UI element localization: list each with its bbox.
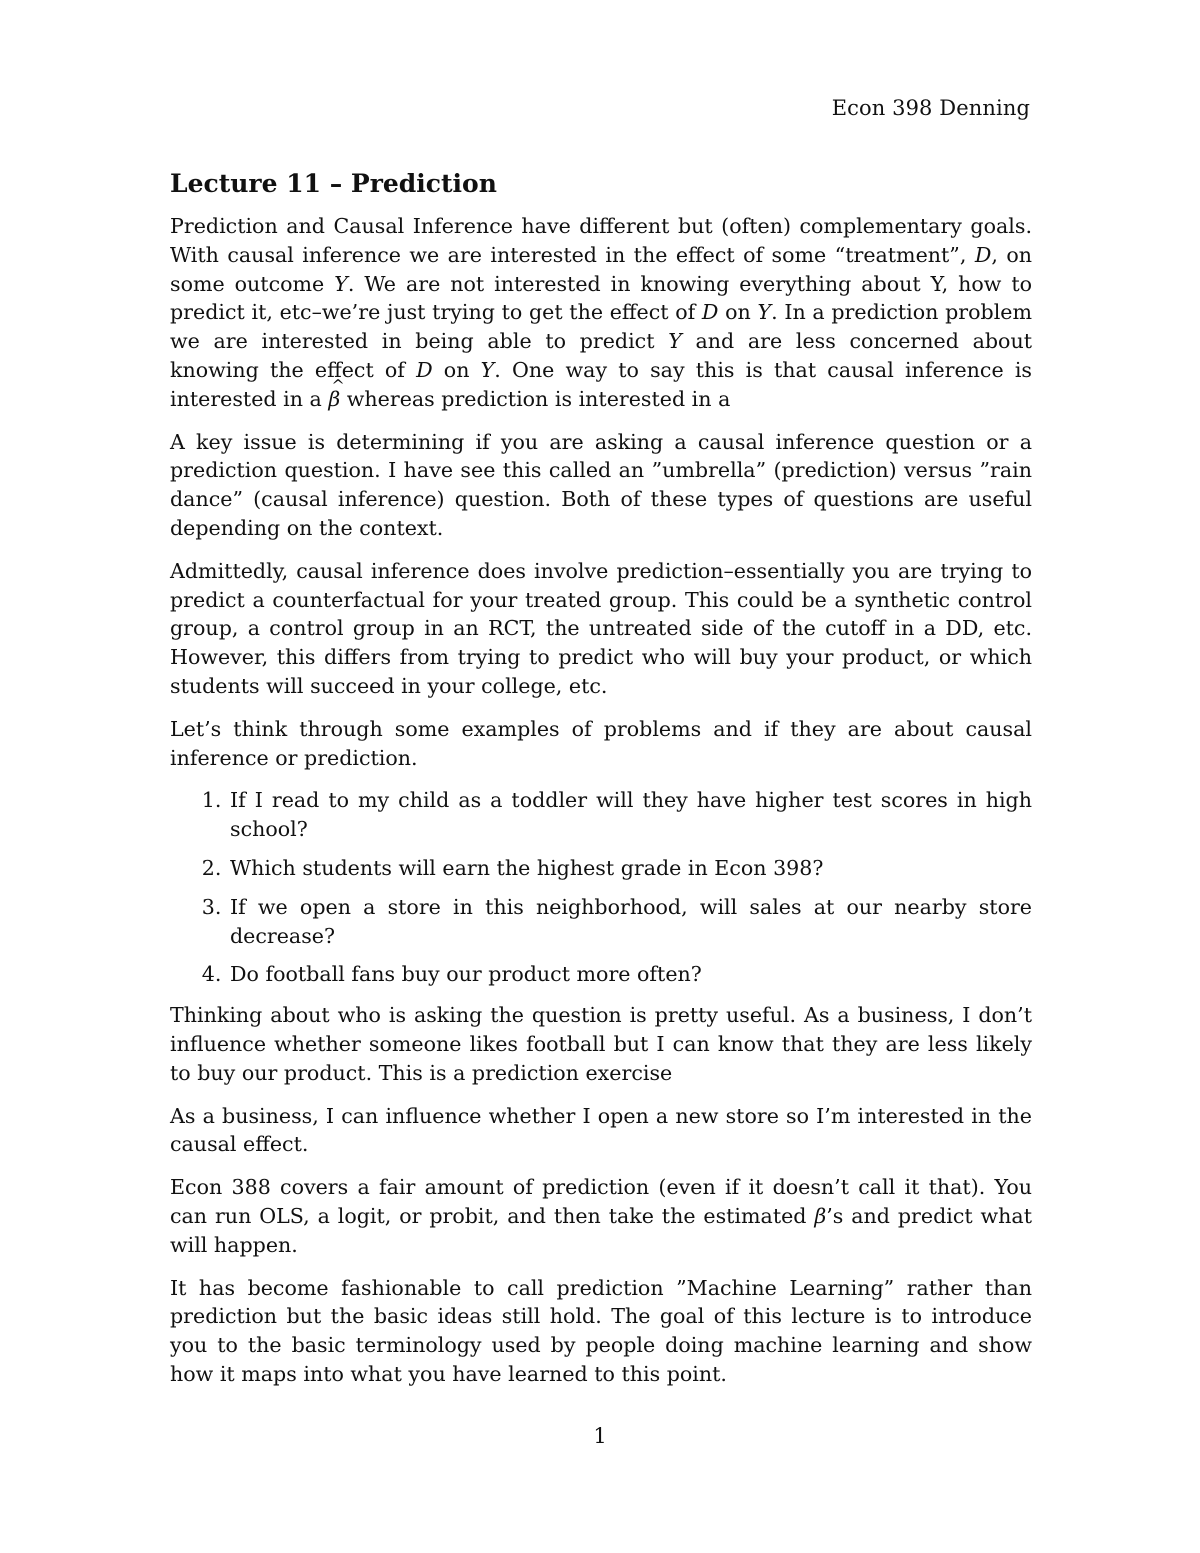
paragraph-machine-learning: It has become fashionable to call prediction ”Machine Learning” rather than prediction but the basic ideas still hold. The goal of this lecture is to introduce you to the basic terminology used by people doing machine learning and show how it maps into what you have learned to this point. [170,1275,1032,1386]
paragraph-admittedly: Admittedly, causal inference does involve prediction–essentially you are trying to predict a counterfactual for your treated group. This could be a synthetic control group, a control group in an RCT, the untreated side of the cutoff in a DD, etc. However, this differs from trying to predict who will buy your product, or which students will succeed in your college, etc. [170,558,1032,698]
list-item: 4. Do football fans buy our product more often? [228,960,1032,989]
beta-hat-symbol: ^ β [328,385,340,414]
examples-list [170,786,1032,989]
list-item: 3. If we open a store in this neighborhood, will sales at our nearby store decrease? [228,893,1032,951]
beta-symbol: β [814,1203,827,1228]
paragraph-econ388: Econ 388 covers a fair amount of prediction (even if it doesn’t call it that). You can run OLS, a logit, or probit, and then take the estimated β’s and predict what will happen. [170,1175,1032,1257]
lecture-title: Lecture 11 – Prediction [170,169,497,198]
list-item: 1. If I read to my child as a toddler will they have higher test scores in high school? [228,786,1032,844]
running-header: Econ 398 Denning [831,96,1030,120]
page-number: 1 [593,1424,607,1448]
list-item: 2. Which students will earn the highest grade in Econ 398? [228,854,1032,883]
page-body [170,166,1032,1403]
paragraph-examples-intro: Let’s think through some examples of problems and if they are about causal inference or prediction. [170,716,1032,770]
paragraph-key-issue: A key issue is determining if you are asking a causal inference question or a prediction question. I have see this called an ”umbrella” (prediction) versus ”rain dance” (causal inference) question. Both of these types of questions are useful depending on the context. [170,429,1032,540]
paragraph-intro: Prediction and Causal Inference have different but (often) complementary goals. With causal inference we are interested in the effect of some “treatment”, D, on some outcome Y. We are not interested in knowing everything about Y, how to predict it, etc–we’re just trying to get the effect of D on Y. In a prediction problem we are interested in being able to predict Y and are less concerned about knowing the effect of D on Y. One way to say this is that causal inference is interested in a ^ β whereas prediction is interested in a [170,212,1032,414]
paragraph-store: As a business, I can influence whether I open a new store so I’m interested in the causal effect. [170,1103,1032,1157]
paragraph-who-asks: Thinking about who is asking the question is pretty useful. As a business, I don’t influence whether someone likes football but I can know that they are less likely to buy our product. This is a prediction exercise [170,1003,1032,1085]
